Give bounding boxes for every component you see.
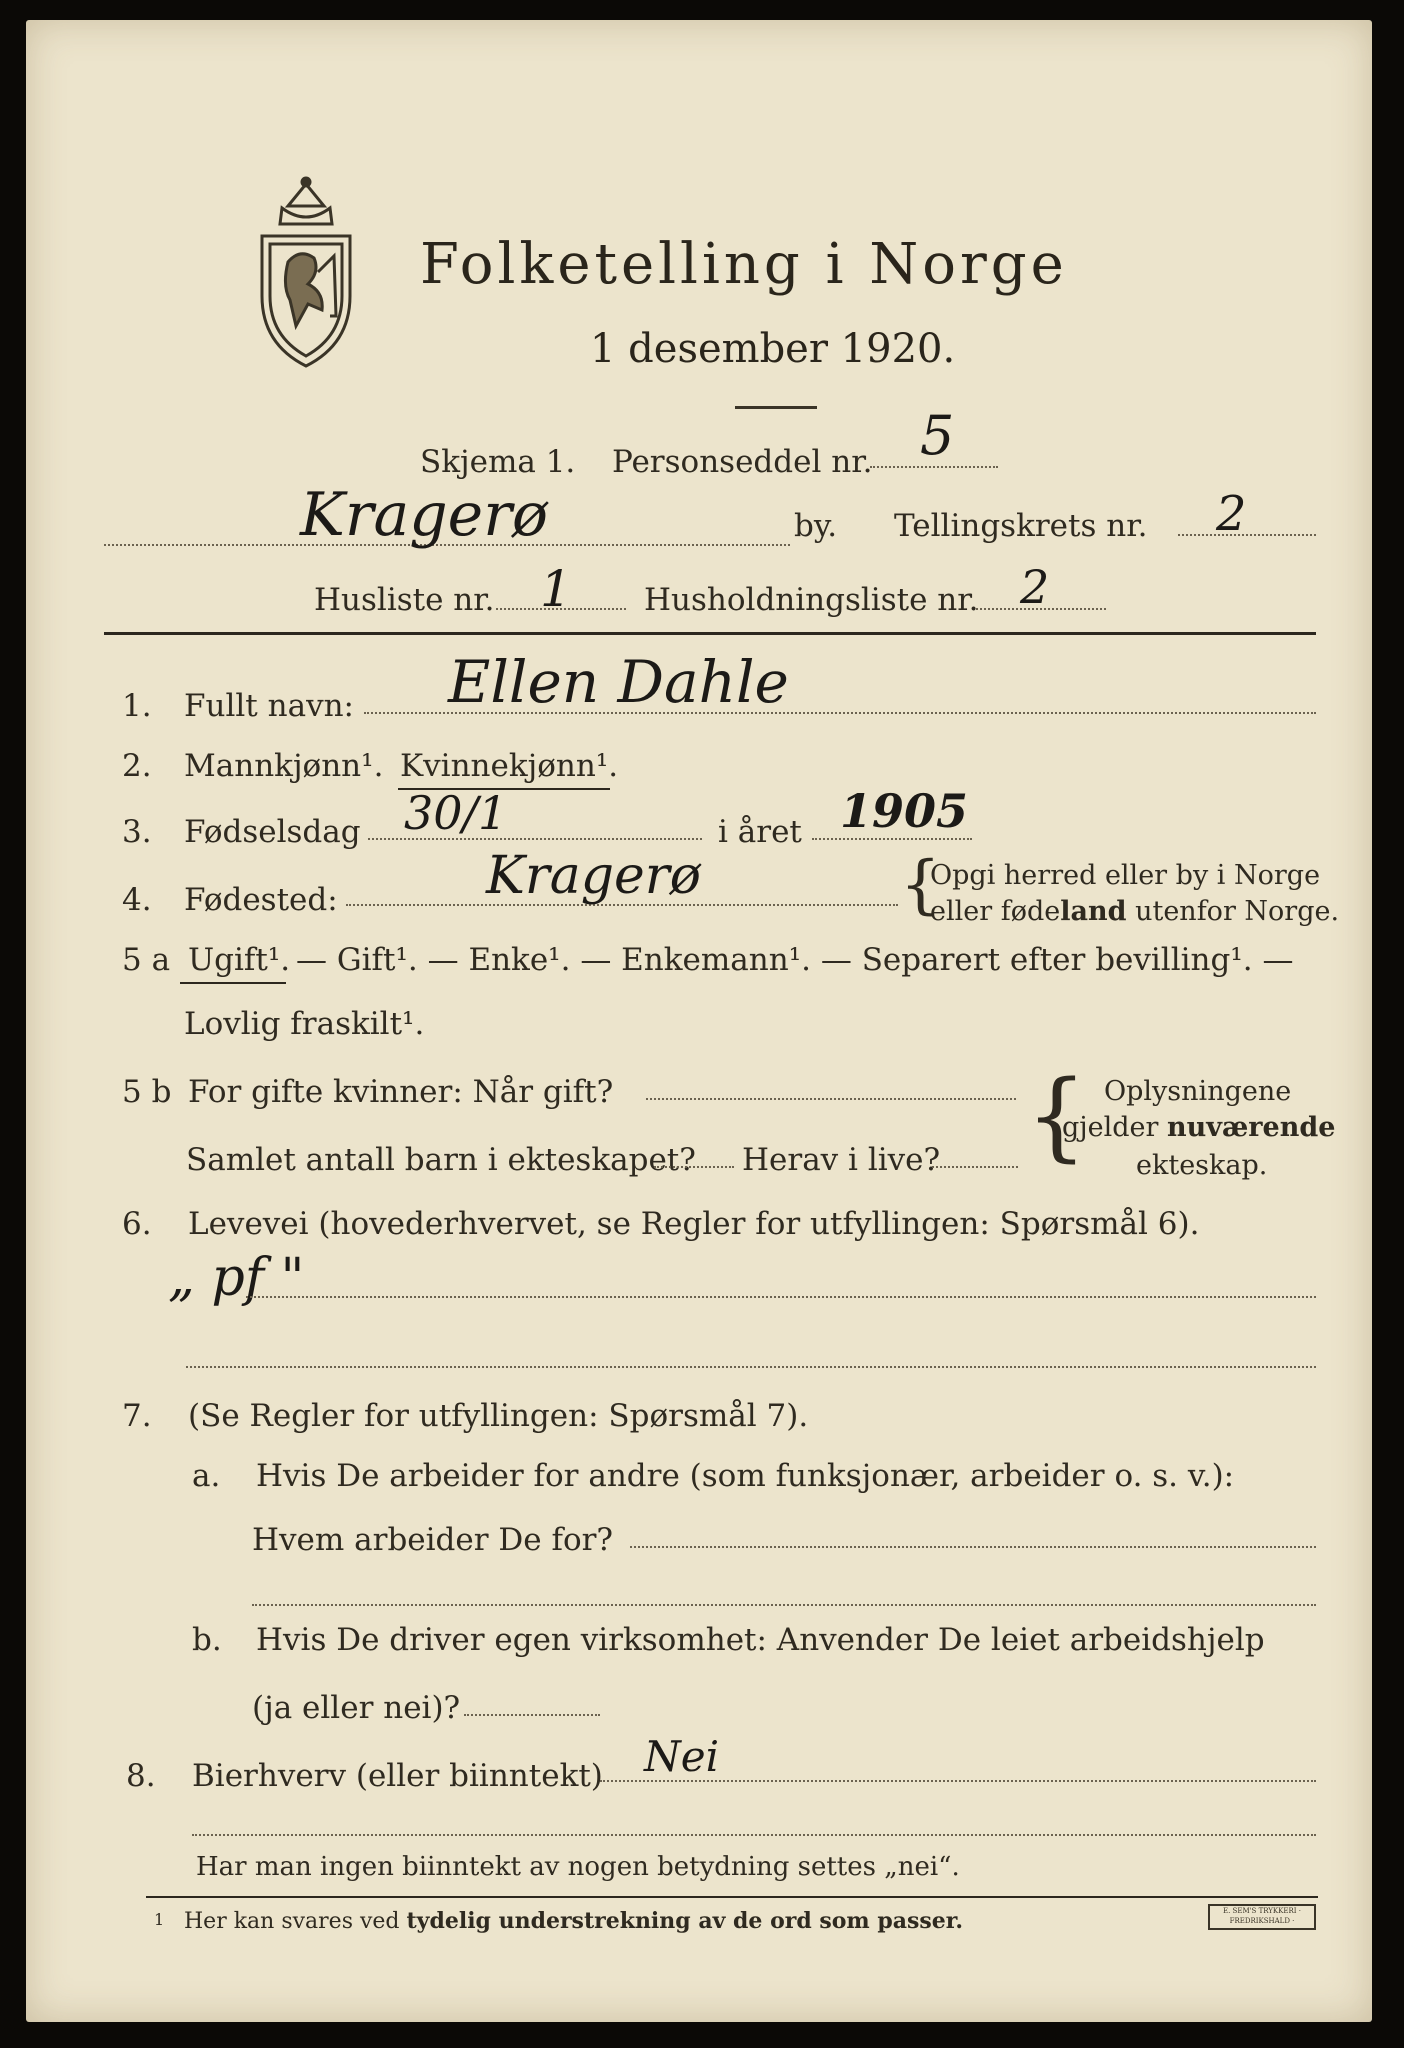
by-label: by.: [794, 508, 838, 544]
q7-number: 7.: [122, 1398, 152, 1434]
q8-label: Bierhverv (eller biinntekt): [192, 1758, 603, 1794]
q7a-text: Hvis De arbeider for andre (som funksjonær, arbeider o. s. v.):: [256, 1458, 1235, 1494]
footnote-bold: tydelig understrekning av de ord som passer.: [406, 1908, 964, 1934]
side-income-value[interactable]: Nei: [644, 1732, 720, 1781]
gender-female-option[interactable]: Kvinnekjønn¹.: [400, 748, 619, 784]
q4-label: Fødested:: [184, 882, 338, 918]
q7a-question: Hvem arbeider De for?: [252, 1522, 614, 1558]
title-divider: [735, 406, 817, 409]
q5b-number: 5 b: [122, 1074, 172, 1110]
q4-note-line1: Opgi herred eller by i Norge: [930, 860, 1321, 891]
q3-year-line: [812, 838, 972, 840]
q4-note-bold: land: [1060, 896, 1127, 927]
birthplace-value[interactable]: Kragerø: [486, 846, 701, 906]
birth-year-value[interactable]: 1905: [840, 784, 969, 838]
marital-other-options[interactable]: — Gift¹. — Enke¹. — Enkemann¹. — Separert efter bevilling¹. —: [296, 942, 1294, 978]
footer-note: Har man ingen biinntekt av nogen betydning settes „nei“.: [196, 1852, 960, 1882]
q4-number: 4.: [122, 882, 152, 918]
city-value[interactable]: Kragerø: [300, 480, 548, 550]
q4-brace: {: [900, 848, 941, 922]
q7b-text: Hvis De driver egen virksomhet: Anvender De leiet arbeidshjelp: [256, 1622, 1265, 1658]
birth-day-value[interactable]: 30/1: [404, 786, 508, 840]
q4-note-part3: utenfor Norge.: [1126, 896, 1340, 927]
husholdning-label: Husholdningsliste nr.: [644, 582, 979, 618]
occupation-value[interactable]: „ pf ": [168, 1248, 305, 1308]
q6-line1: [246, 1296, 1316, 1298]
norway-coat-of-arms-icon: [248, 176, 364, 372]
q1-number: 1.: [122, 688, 152, 724]
q6-label: Levevei (hovederhvervet, se Regler for utfyllingen: Spørsmål 6).: [188, 1206, 1200, 1242]
skjema-label: Skjema 1.: [420, 444, 576, 480]
q5b-married-line: [646, 1098, 1016, 1100]
q7-label: (Se Regler for utfyllingen: Spørsmål 7).: [188, 1398, 809, 1434]
header-rule: [104, 632, 1316, 635]
q7b-question: (ja eller nei)?: [252, 1690, 461, 1726]
form-title: Folketelling i Norge: [420, 232, 1068, 297]
q3-label: Fødselsdag: [184, 814, 361, 850]
q5a-number: 5 a: [122, 942, 171, 978]
footnote-number: 1: [154, 1910, 165, 1929]
marital-ugift-option[interactable]: Ugift¹.: [188, 942, 291, 978]
q5b-alive-line: [932, 1166, 1018, 1168]
husliste-value[interactable]: 1: [540, 560, 572, 618]
q5b-note2a: gjelder: [1062, 1112, 1168, 1143]
tellingskrets-value[interactable]: 2: [1216, 486, 1247, 542]
q7a-line2: [252, 1604, 1316, 1606]
q7a-line1: [630, 1546, 1316, 1548]
q5b-note3: ekteskap.: [1136, 1150, 1268, 1181]
footnote-text: Her kan svares ved: [184, 1909, 407, 1934]
q2-number: 2.: [122, 748, 152, 784]
footer-rule: [146, 1896, 1318, 1898]
husholdning-value[interactable]: 2: [1020, 560, 1050, 614]
q3-number: 3.: [122, 814, 152, 850]
ugift-underline: [180, 982, 286, 984]
q8-line2: [192, 1834, 1316, 1836]
form-date: 1 desember 1920.: [590, 326, 956, 372]
q5b-children-line: [654, 1166, 734, 1168]
tellingskrets-label: Tellingskrets nr.: [894, 508, 1148, 544]
q8-number: 8.: [126, 1758, 156, 1794]
marital-divorced-option[interactable]: Lovlig fraskilt¹.: [184, 1006, 425, 1042]
q7b-line: [464, 1714, 600, 1716]
printer-stamp: E. SEM'S TRYKKERI · FREDRIKSHALD ·: [1208, 1904, 1316, 1930]
q5b-alive-label: Herav i live?: [742, 1142, 941, 1178]
q1-label: Fullt navn:: [184, 688, 354, 724]
q5b-note2-bold: nuværende: [1167, 1112, 1336, 1143]
year-label: i året: [718, 814, 802, 850]
personseddel-label: Personseddel nr.: [612, 444, 873, 480]
q5b-line1: For gifte kvinner: Når gift?: [188, 1074, 614, 1110]
personseddel-value[interactable]: 5: [920, 404, 955, 467]
q5b-note1: Oplysningene: [1104, 1076, 1292, 1107]
q6-number: 6.: [122, 1206, 152, 1242]
husliste-label: Husliste nr.: [314, 582, 495, 618]
q5b-brace: {: [1026, 1060, 1088, 1172]
tellingskrets-line: [1178, 534, 1316, 536]
q7a-letter: a.: [192, 1458, 221, 1494]
q7b-letter: b.: [192, 1622, 222, 1658]
q4-note-part1: eller føde: [930, 896, 1061, 927]
q6-line2: [186, 1366, 1316, 1368]
full-name-value[interactable]: Ellen Dahle: [448, 648, 789, 716]
gender-male-option[interactable]: Mannkjønn¹.: [184, 748, 384, 784]
q5b-children-label: Samlet antall barn i ekteskapet?: [186, 1142, 696, 1178]
